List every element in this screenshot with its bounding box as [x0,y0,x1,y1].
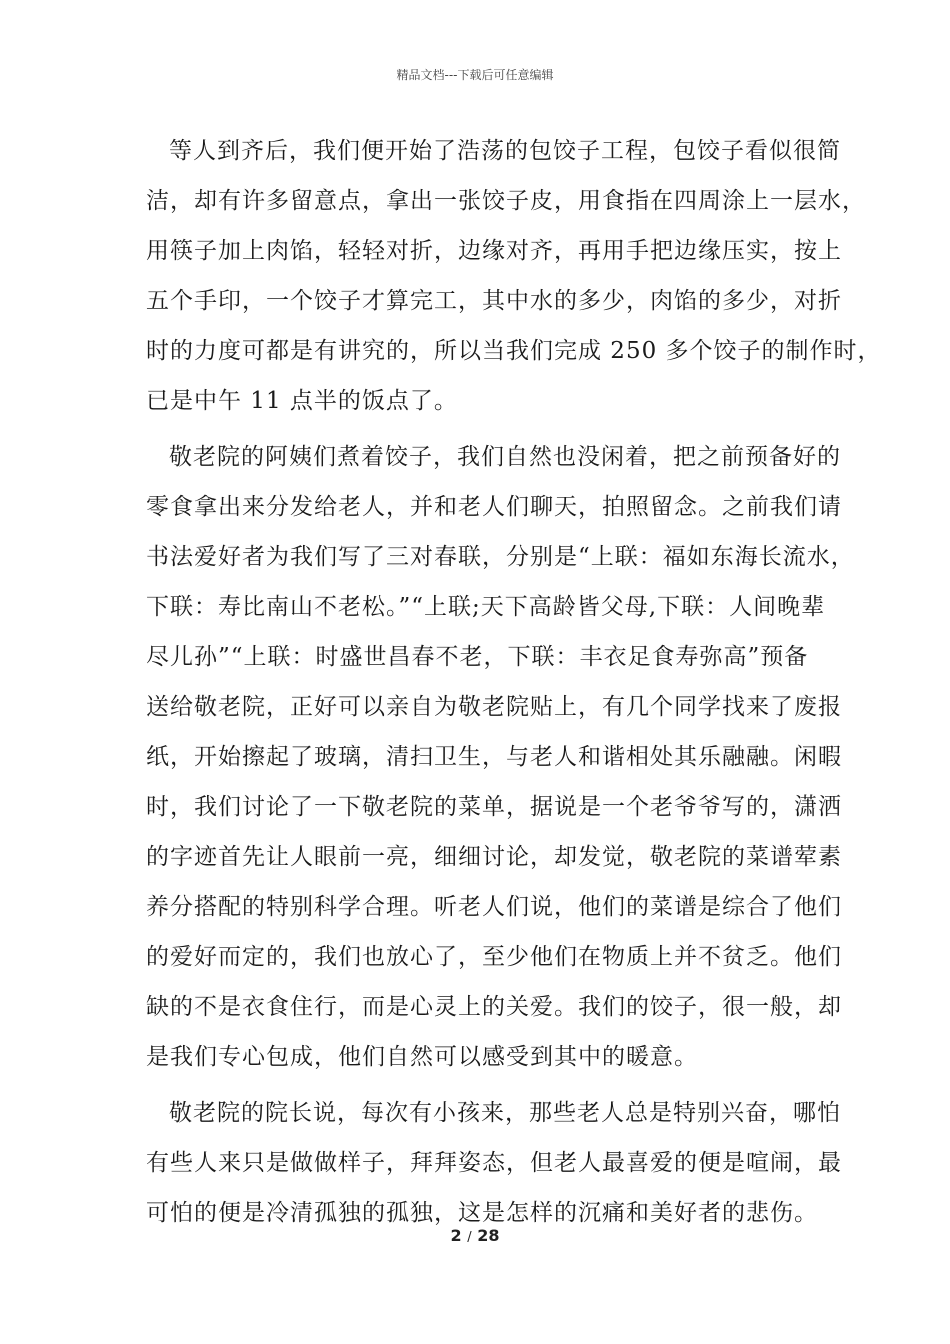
page-number [0,1226,950,1245]
text-line: 书法爱好者为我们写了三对春联，分别是“上联：福如东海长流水， [146,544,855,570]
text-line: 送给敬老院，正好可以亲自为敬老院贴上，有几个同学找来了废报 [146,694,842,720]
text-line: 的字迹首先让人眼前一亮，细细讨论，却发觉，敬老院的菜谱荤素 [146,844,842,870]
text-line: 等人到齐后，我们便开始了浩荡的包饺子工程，包饺子看似很简 [169,138,841,164]
paragraph-2 [146,432,855,1082]
text-line: 的爱好而定的，我们也放心了，至少他们在物质上并不贫乏。他们 [146,944,842,970]
text-line: 时的力度可都是有讲究的，所以当我们完成 250 多个饺子的制作时， [146,338,882,364]
text-line: 敬老院的院长说，每次有小孩来，那些老人总是特别兴奋，哪怕 [169,1100,841,1126]
page-number-separator: / [467,1230,472,1245]
text-line: 时，我们讨论了一下敬老院的菜单，据说是一个老爷爷写的，潇洒 [146,794,842,820]
text-line: 用筷子加上肉馅，轻轻对折，边缘对齐，再用手把边缘压实，按上 [146,238,842,264]
text-line: 零食拿出来分发给老人，并和老人们聊天，拍照留念。之前我们请 [146,494,842,520]
text-line: 洁，却有许多留意点，拿出一张饺子皮，用食指在四周涂上一层水， [146,188,866,214]
text-line: 尽儿孙”“上联：时盛世昌春不老，下联：丰衣足食寿弥高”预备 [146,644,809,670]
text-line: 可怕的便是冷清孤独的孤独，这是怎样的沉痛和美好者的悲伤。 [146,1200,818,1226]
paragraph-3 [146,1088,842,1238]
text-line: 五个手印，一个饺子才算完工，其中水的多少，肉馅的多少，对折 [146,288,842,314]
body-text [146,126,882,1238]
page-number-current: 2 [450,1226,462,1245]
text-line: 已是中午 11 点半的饭点了。 [146,388,458,414]
text-line: 缺的不是衣食住行，而是心灵上的关爱。我们的饺子，很一般，却 [146,994,842,1020]
text-line: 是我们专心包成，他们自然可以感受到其中的暖意。 [146,1044,698,1070]
page-number-total: 28 [477,1226,500,1245]
text-line: 有些人来只是做做样子，拜拜姿态，但老人最喜爱的便是喧闹，最 [146,1150,842,1176]
text-line: 养分搭配的特别科学合理。听老人们说，他们的菜谱是综合了他们 [146,894,842,920]
text-line: 纸，开始擦起了玻璃，清扫卫生，与老人和谐相处其乐融融。闲暇 [146,744,842,770]
text-line: 下联：寿比南山不老松。”“上联;天下高龄皆父母,下联：人间晚辈 [146,594,826,620]
page-header: 精品文档---下载后可任意编辑 [396,68,554,82]
text-line: 敬老院的阿姨们煮着饺子，我们自然也没闲着，把之前预备好的 [169,444,841,470]
paragraph-1 [146,126,882,426]
